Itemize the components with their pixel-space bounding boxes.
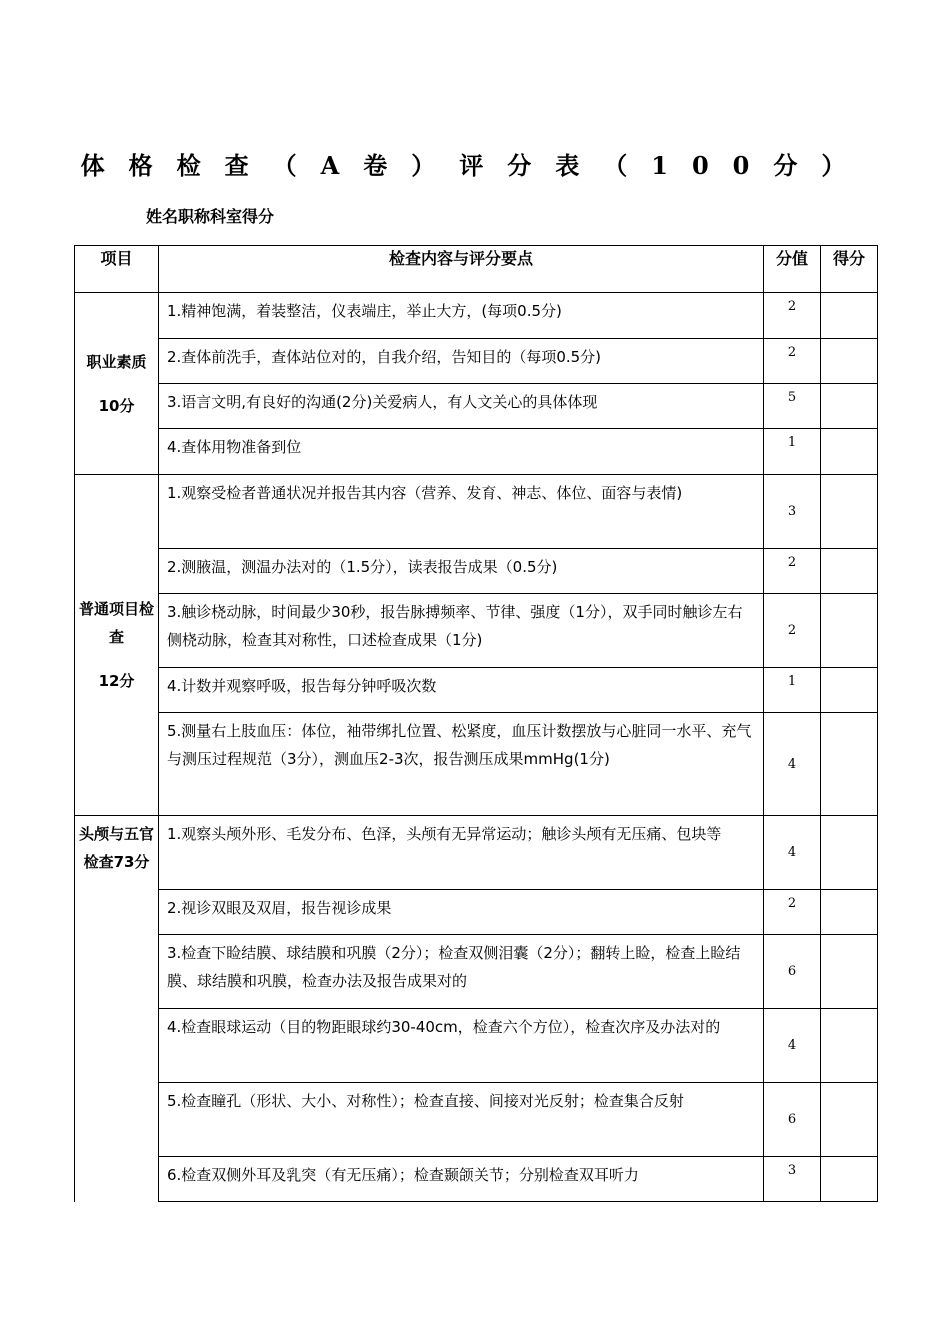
score-input-cell[interactable] — [821, 668, 878, 713]
item-content: 4.计数并观察呼吸，报告每分钟呼吸次数 — [159, 668, 764, 713]
item-points: 2 — [764, 890, 821, 935]
table-row — [75, 668, 878, 713]
score-input-cell[interactable] — [821, 475, 878, 549]
score-input-cell[interactable] — [821, 384, 878, 429]
section-category — [75, 293, 159, 475]
item-points: 3 — [764, 1157, 821, 1202]
item-points: 3 — [764, 475, 821, 549]
item-points: 4 — [764, 713, 821, 816]
item-content: 6.检查双侧外耳及乳突（有无压痛）；检查颞颌关节；分别检查双耳听力 — [159, 1157, 764, 1202]
form-info-line: 姓名职称科室得分 — [146, 207, 275, 226]
score-input-cell[interactable] — [821, 1009, 878, 1083]
section-points: 12分 — [98, 672, 135, 690]
item-points: 2 — [764, 339, 821, 384]
table-row — [75, 549, 878, 594]
table-row — [75, 594, 878, 668]
item-points: 1 — [764, 429, 821, 475]
item-content: 5.检查瞳孔（形状、大小、对称性）；检查直接、间接对光反射；检查集合反射 — [159, 1083, 764, 1157]
score-input-cell[interactable] — [821, 1083, 878, 1157]
item-content: 3.语言文明,有良好的沟通(2分)关爱病人，有人文关心的具体体现 — [159, 384, 764, 429]
section-points: 10分 — [98, 396, 135, 415]
item-points: 5 — [764, 384, 821, 429]
score-input-cell[interactable] — [821, 549, 878, 594]
table-row — [75, 713, 878, 816]
item-content: 3.触诊桡动脉，时间最少30秒，报告脉搏频率、节律、强度（1分），双手同时触诊左右侧桡动脉，检查其对称性，口述检查成果（1分) — [159, 594, 764, 668]
table-header-row — [75, 246, 878, 293]
item-points: 2 — [764, 293, 821, 339]
score-input-cell[interactable] — [821, 816, 878, 890]
header-points: 分值 — [764, 246, 821, 293]
score-input-cell[interactable] — [821, 890, 878, 935]
header-content: 检查内容与评分要点 — [159, 246, 764, 293]
item-content: 1.观察受检者普通状况并报告其内容（营养、发育、神志、体位、面容与表情) — [159, 475, 764, 549]
score-input-cell[interactable] — [821, 713, 878, 816]
section-category — [75, 816, 159, 1202]
score-input-cell[interactable] — [821, 293, 878, 339]
item-content: 2.查体前洗手，查体站位对的，自我介绍，告知目的（每项0.5分) — [159, 339, 764, 384]
item-points: 1 — [764, 668, 821, 713]
section-category — [75, 475, 159, 816]
table-row — [75, 1009, 878, 1083]
item-points: 6 — [764, 935, 821, 1009]
table-row — [75, 429, 878, 475]
table-row — [75, 890, 878, 935]
table-row — [75, 1083, 878, 1157]
score-input-cell[interactable] — [821, 594, 878, 668]
item-points: 4 — [764, 1009, 821, 1083]
item-points: 6 — [764, 1083, 821, 1157]
table-row — [75, 475, 878, 549]
item-content: 3.检查下睑结膜、球结膜和巩膜（2分）；检查双侧泪囊（2分）；翻转上睑，检查上睑结膜、球结膜和巩膜，检查办法及报告成果对的 — [159, 935, 764, 1009]
table-row — [75, 293, 878, 339]
score-input-cell[interactable] — [821, 339, 878, 384]
table-row — [75, 339, 878, 384]
table-row — [75, 1157, 878, 1202]
score-input-cell[interactable] — [821, 935, 878, 1009]
table-row — [75, 816, 878, 890]
item-content: 1.精神饱满，着装整洁，仪表端庄，举止大方，(每项0.5分) — [159, 293, 764, 339]
section-name: 职业素质 — [86, 352, 147, 371]
item-content: 5.测量右上肢血压：体位，袖带绑扎位置、松紧度，血压计数摆放与心脏同一水平、充气与测压过程规范（3分），测血压2-3次，报告测压成果mmHg(1分) — [159, 713, 764, 816]
header-item: 项目 — [75, 246, 159, 293]
item-points: 2 — [764, 549, 821, 594]
item-content: 4.查体用物准备到位 — [159, 429, 764, 475]
item-points: 2 — [764, 594, 821, 668]
item-content: 4.检查眼球运动（目的物距眼球约30-40cm，检查六个方位），检查次序及办法对的 — [159, 1009, 764, 1083]
score-table — [74, 245, 878, 1202]
item-content: 2.测腋温，测温办法对的（1.5分），读表报告成果（0.5分) — [159, 549, 764, 594]
table-row — [75, 935, 878, 1009]
table-row — [75, 384, 878, 429]
page-title: 体格检查（A卷）评分表（100分） — [80, 151, 870, 180]
item-content: 2.视诊双眼及双眉，报告视诊成果 — [159, 890, 764, 935]
item-content: 1.观察头颅外形、毛发分布、色泽，头颅有无异常运动；触诊头颅有无压痛、包块等 — [159, 816, 764, 890]
section-name: 普通项目检查 — [78, 600, 154, 646]
section-name: 头颅与五官检查73分 — [78, 825, 154, 871]
header-score: 得分 — [821, 246, 878, 293]
score-input-cell[interactable] — [821, 1157, 878, 1202]
item-points: 4 — [764, 816, 821, 890]
score-input-cell[interactable] — [821, 429, 878, 475]
